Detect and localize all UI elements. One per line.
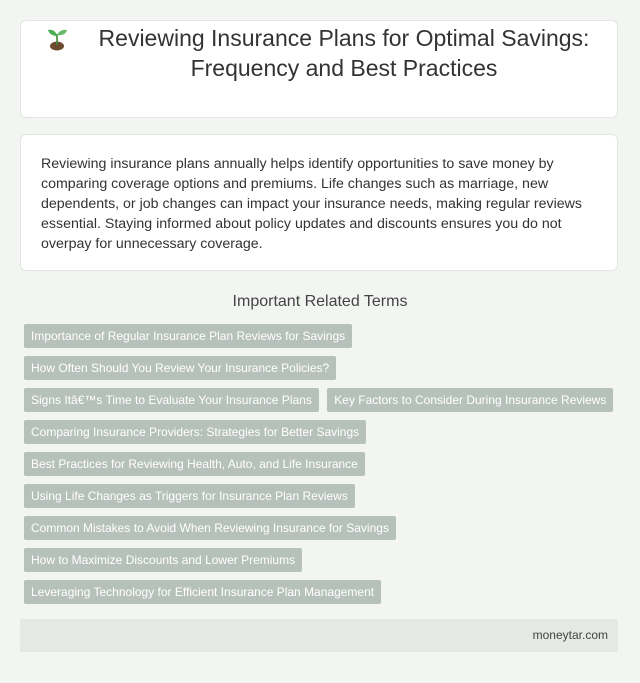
footer — [20, 619, 618, 652]
footer-site-link[interactable]: moneytar.com — [532, 628, 608, 642]
tag-row — [24, 452, 614, 484]
related-term-tag[interactable]: Using Life Changes as Triggers for Insurance Plan Reviews — [24, 484, 355, 508]
tag-row — [24, 324, 614, 356]
related-terms-list — [24, 324, 614, 612]
related-term-tag[interactable]: Key Factors to Consider During Insurance Reviews — [327, 388, 613, 412]
related-term-tag[interactable]: Leveraging Technology for Efficient Insurance Plan Management — [24, 580, 381, 604]
tag-row — [24, 516, 614, 548]
related-term-tag[interactable]: Comparing Insurance Providers: Strategies for Better Savings — [24, 420, 366, 444]
page-title: Reviewing Insurance Plans for Optimal Savings: Frequency and Best Practices — [98, 25, 590, 81]
related-term-tag[interactable]: Importance of Regular Insurance Plan Reviews for Savings — [24, 324, 352, 348]
tag-row — [24, 388, 614, 420]
related-term-tag[interactable]: How to Maximize Discounts and Lower Premiums — [24, 548, 302, 572]
tag-row — [24, 356, 614, 388]
tag-row — [24, 484, 614, 516]
related-term-tag[interactable]: Common Mistakes to Avoid When Reviewing Insurance for Savings — [24, 516, 396, 540]
summary-text: Reviewing insurance plans annually helps identify opportunities to save money by comparing coverage options and premiums. Life changes such as marriage, new dependents, or job changes can impact your insurance needs, making regular reviews essential. Staying informed about policy updates and discounts ensures you do not overpay for unnecessary coverage. — [41, 156, 583, 252]
summary-card — [20, 134, 618, 271]
related-terms-heading: Important Related Terms — [232, 293, 408, 310]
tag-row — [24, 580, 614, 612]
related-term-tag[interactable]: Signs Itâ€™s Time to Evaluate Your Insurance Plans — [24, 388, 319, 412]
related-term-tag[interactable]: Best Practices for Reviewing Health, Auto, and Life Insurance — [24, 452, 365, 476]
related-term-tag[interactable]: How Often Should You Review Your Insurance Policies? — [24, 356, 336, 380]
tag-row — [24, 420, 614, 452]
tag-row — [24, 548, 614, 580]
